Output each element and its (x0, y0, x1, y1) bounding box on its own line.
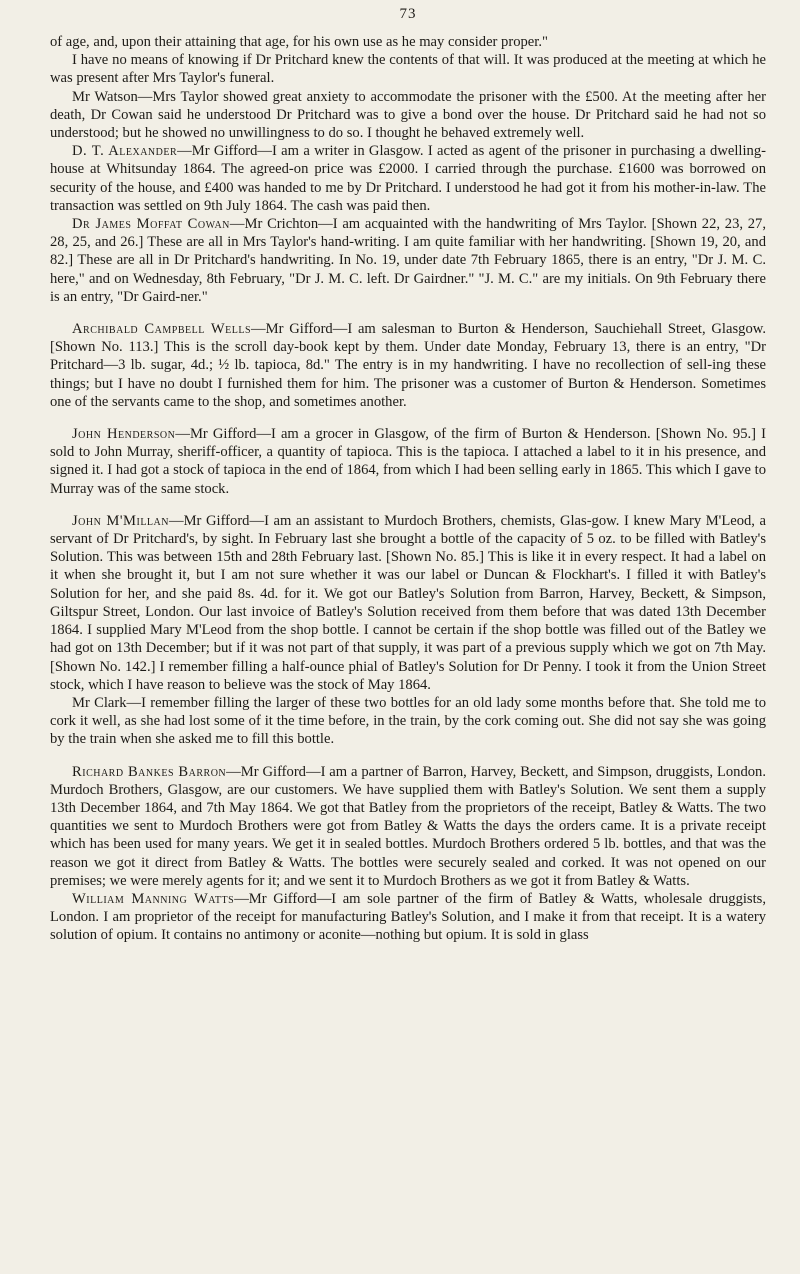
paragraph-text: —Mr Gifford—I am sole partner of the firm of Batley & Watts, wholesale druggists, London. I am proprietor of the receipt for manufacturing Batley's Solution, and I make it from that receipt. It is a watery solution of opium. It contains no antimony or aconite—nothing but opium. It is sold in glass (50, 890, 766, 944)
paragraph-8 (50, 694, 766, 749)
paragraph-text: —Mr Gifford—I am salesman to Burton & Henderson, Sauchiehall Street, Glasgow. [Shown No. 113.] This is the scroll day-book kept by them. Under date Monday, February 13, there is an entry, "Dr Pritchard—3 lb. sugar, 4d.; ½ lb. tapioca, 8d." The entry is in my handwriting. I have no recollection of sell-ing these things; but I have no doubt I furnished them for him. The prisoner was a customer of Burton & Henderson. Sometimes one of the servants came to the shop, and sometimes another. (50, 321, 766, 410)
paragraph-6 (50, 425, 766, 498)
paragraph-10 (50, 890, 766, 945)
paragraph-0 (50, 33, 766, 51)
paragraph-7 (50, 512, 766, 694)
witness-name: D. T. Alexander (72, 143, 178, 160)
paragraph-text: —Mr Gifford—I am a grocer in Glasgow, of the firm of Burton & Henderson. [Shown No. 95.] I sold to John Murray, sheriff-officer, a quantity of tapioca. This is the tapioca. I attached a label to it in his presence, and signed it. I had got a stock of tapioca in the end of 1864, from which I had been selling early in 1865. This which I gave to Murray was of the same stock. (50, 426, 766, 497)
paragraph-text: Mr Clark—I remember filling the larger of these two bottles for an old lady some months before that. She told me to cork it well, as she had lost some of it the time before, in the train, by the cork coming out. She did not say she was going by the train when she asked me to fill this bottle. (50, 694, 766, 748)
paragraph-1 (50, 51, 766, 87)
paragraph-text: —Mr Gifford—I am a writer in Glasgow. I acted as agent of the prisoner in purchasing a dwelling-house at Whitsunday 1864. The agreed-on price was £2000. I carried through the purchase. £1600 was borrowed on security of the house, and £400 was handed to me by Dr Pritchard. I understood he had got it from his mother-in-law. The transaction was settled on 9th July 1864. The cash was paid then. (50, 143, 766, 214)
paragraph-3 (50, 142, 766, 215)
page-number: 73 (399, 6, 417, 22)
paragraph-text: —Mr Crichton—I am acquainted with the handwriting of Mrs Taylor. [Shown 22, 23, 27, 28, 25, and 26.] These are all in Mrs Taylor's hand-writing. I am quite familiar with her handwriting. [Shown 19, 20, and 82.] These are all in Dr Pritchard's handwriting. In No. 19, under date 7th February 1865, there is an entry, "Dr J. M. C. here," and on Wednesday, 8th February, "Dr J. M. C. left. Dr Gairdner." "J. M. C." are my initials. On 9th February there is an entry, "Dr Gaird-ner." (50, 216, 766, 305)
witness-name: John Henderson (72, 426, 176, 443)
paragraph-4 (50, 215, 766, 306)
witness-name: Richard Bankes Barron (72, 763, 227, 780)
witness-name: Archibald Campbell Wells (72, 321, 252, 338)
witness-name: William Manning Watts (72, 890, 235, 907)
paragraph-5 (50, 320, 766, 411)
witness-name: John M'Millan (72, 512, 169, 529)
paragraph-text: of age, and, upon their attaining that age, for his own use as he may consider proper." (50, 34, 548, 50)
paragraph-9 (50, 763, 766, 890)
paragraph-text: Mr Watson—Mrs Taylor showed great anxiety to accommodate the prisoner with the £500. At the meeting after her death, Dr Cowan said he understood Dr Pritchard was to give a bond over the house. Dr Pritchard said he had not so understood; but he showed no unwillingness to do so. I thought he behaved extremely well. (50, 88, 766, 142)
paragraph-text: I have no means of knowing if Dr Pritchard knew the contents of that will. It was produced at the meeting at which he was present after Mrs Taylor's funeral. (50, 52, 766, 87)
paragraph-2 (50, 88, 766, 143)
body-text (50, 33, 766, 945)
witness-name: Dr James Moffat Cowan (72, 216, 230, 233)
paragraph-text: —Mr Gifford—I am a partner of Barron, Harvey, Beckett, and Simpson, druggists, London. Murdoch Brothers, Glasgow, are our customers. We have supplied them with Batley's Solution. We sent them a supply 13th December 1864, and 7th May 1864. We got that Batley from the proprietors of the receipt, Batley & Watts. The two quantities we sent to Murdoch Brothers were got from Batley & Watts the days the orders came. It is a private receipt which has been used for many years. We get it in sealed bottles. Murdoch Brothers ordered 5 lb. bottles, and that was the reason we got it direct from Batley & Watts. The bottles were securely sealed and corked. It was not opened on our premises; we were merely agents for it; and we sent it to Murdoch Brothers as we got it from Batley & Watts. (50, 763, 766, 889)
paragraph-text: —Mr Gifford—I am an assistant to Murdoch Brothers, chemists, Glas-gow. I knew Mary M'Leod, a servant of Dr Pritchard's, by sight. In February last she brought a bottle of the capacity of 5 oz. to be filled with Batley's Solution. This was between 15th and 28th February last. [Shown No. 85.] This is like it in every respect. It had a label on it when she brought it, but I am not sure whether it was our label or Duncan & Flockhart's. I filled it with Batley's Solution for her, and she paid 8s. 4d. for it. We got our Batley's Solution from Barron, Harvey, Beckett, & Simpson, Giltspur Street, London. Our last invoice of Batley's Solution received from them before that was dated 13th December 1864. I supplied Mary M'Leod from the shop bottle. I cannot be certain if the shop bottle was filled out of the Batley we had got on 13th December; but if it was not part of that supply, it was part of a previous supply which we got on 7th May. [Shown No. 142.] I remember filling a half-ounce phial of Batley's Solution for Dr Penny. I took it from the Union Street stock, which I have reason to believe was the stock of May 1864. (50, 512, 766, 693)
